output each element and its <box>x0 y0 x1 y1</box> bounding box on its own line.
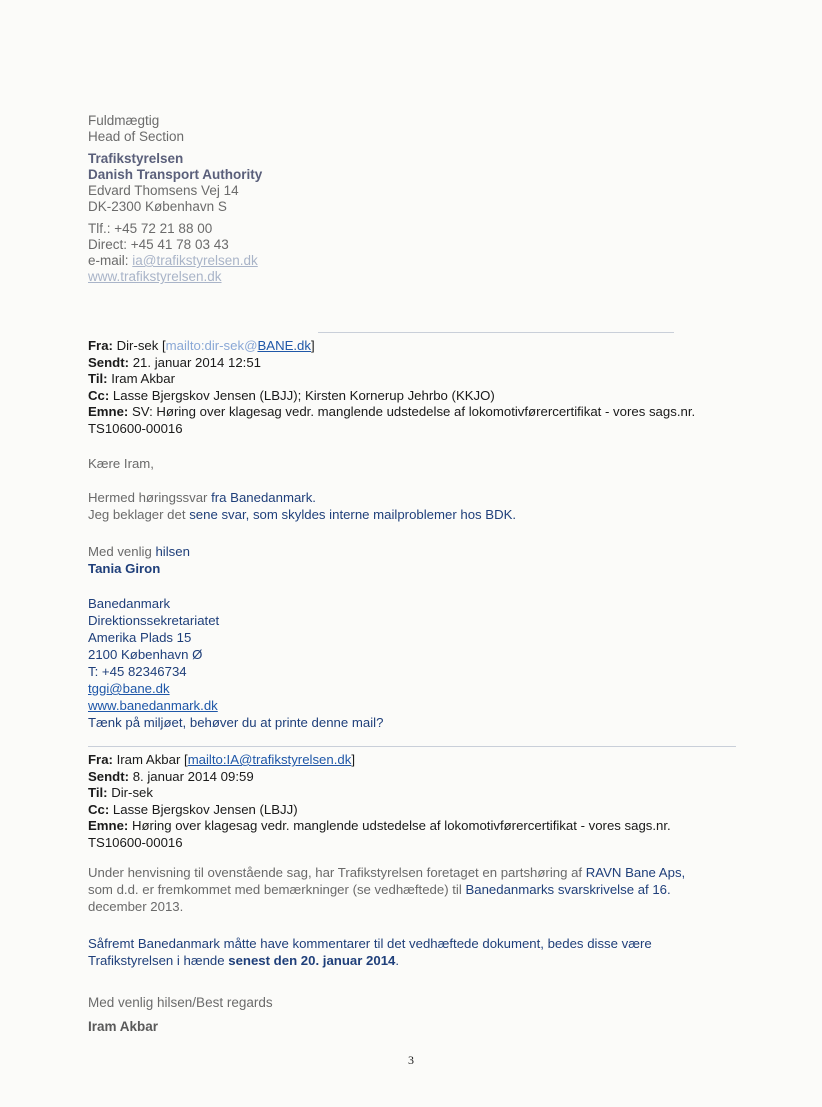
email1-phone: T: +45 82346734 <box>88 664 187 679</box>
email1-body-line1-b: fra Banedanmark. <box>211 490 316 505</box>
email1-cc-row <box>88 388 695 405</box>
email1-from-row <box>88 338 695 355</box>
separator-line <box>318 332 674 333</box>
email2-cc-label: Cc: <box>88 801 110 817</box>
email2-para2-line2-b: senest den 20. januar 2014 <box>228 953 396 968</box>
email1-greeting: Kære Iram, <box>88 456 154 471</box>
email2-subject-value: Høring over klagesag vedr. manglende udstedelse af lokomotivførercertifikat - vores sags.nr. <box>128 818 671 833</box>
signature-website-link[interactable]: www.trafikstyrelsen.dk <box>88 269 222 284</box>
signature-org-en: Danish Transport Authority <box>88 167 263 182</box>
email2-para2-line2-c: . <box>395 953 400 968</box>
email1-body-line1-a: Hermed høringssvar <box>88 490 212 505</box>
separator-line <box>88 746 736 747</box>
email2-to-label: Til: <box>88 785 108 800</box>
email1-to-label: Til: <box>88 371 108 386</box>
email2-to-value: Dir-sek <box>107 785 153 800</box>
email1-sender-name: Tania Giron <box>88 561 161 576</box>
signature-title-da: Fuldmægtig <box>88 113 160 128</box>
email2-para2-line1: Såfremt Banedanmark måtte have kommentarer til det vedhæftede dokument, bedes disse være <box>88 936 652 951</box>
email2-para1-line2-b: Banedanmarks svarskrivelse af 16. <box>465 882 671 897</box>
email2-paragraph2 <box>88 935 652 969</box>
signature-phone: Tlf.: +45 72 21 88 00 <box>88 221 213 236</box>
email1-sent-label: Sendt: <box>88 354 130 370</box>
email2-to-row <box>88 785 671 802</box>
email2-para2-line2 <box>88 952 652 969</box>
email1-body-line1 <box>88 489 516 506</box>
email1-cc-value: Lasse Bjergskov Jensen (LBJJ); Kirsten Kornerup Jehrbo (KKJO) <box>109 387 495 403</box>
email1-from-close: ] <box>311 338 315 353</box>
email2-from-row <box>88 752 671 769</box>
email2-sent-label: Sendt: <box>88 768 130 784</box>
email1-subject-row <box>88 404 695 421</box>
email1-signature <box>88 595 383 731</box>
signature-city: DK-2300 København S <box>88 199 227 214</box>
email1-sent-row <box>88 355 695 372</box>
email2-cc-value: Lasse Bjergskov Jensen (LBJJ) <box>109 801 298 817</box>
email1-to-row <box>88 371 695 388</box>
signature-email-row <box>88 253 262 269</box>
email2-para2-line2-a: Trafikstyrelsen i hænde <box>88 953 229 968</box>
email1-closing-a: Med venlig <box>88 544 156 559</box>
email1-subject-value: SV: Høring over klagesag vedr. manglende udstedelse af lokomotivførercertifikat - vores sags.nr. <box>128 404 696 419</box>
email1-company: Banedanmark <box>88 596 171 611</box>
email2-header <box>88 752 671 851</box>
email1-from-label: Fra: <box>88 338 113 353</box>
email2-from-label: Fra: <box>88 752 113 767</box>
email1-email-link[interactable]: tggi@bane.dk <box>88 681 170 696</box>
email2-from-close: ] <box>351 752 355 767</box>
email2-sender-name: Iram Akbar <box>88 1019 159 1034</box>
email1-from-mailto[interactable]: mailto:dir-sek@ <box>165 338 258 353</box>
email1-header <box>88 338 695 437</box>
email1-from-domain[interactable]: BANE.dk <box>257 338 311 353</box>
signature-org-da: Trafikstyrelsen <box>88 151 184 166</box>
email2-para1-line1 <box>88 864 685 881</box>
email2-sent-value: 8. januar 2014 09:59 <box>129 768 254 784</box>
page-number: 3 <box>408 1053 414 1067</box>
email1-subject-label: Emne: <box>88 404 129 419</box>
email2-from-mailto[interactable]: mailto:IA@trafikstyrelsen.dk <box>187 752 352 767</box>
signature-direct: Direct: +45 41 78 03 43 <box>88 237 229 252</box>
email1-eco-note: Tænk på miljøet, behøver du at printe denne mail? <box>88 715 384 730</box>
email1-to-value: Iram Akbar <box>107 371 175 386</box>
email2-closing: Med venlig hilsen/Best regards <box>88 995 273 1010</box>
email1-body-line2 <box>88 506 516 523</box>
email2-paragraph1 <box>88 864 685 915</box>
email2-from-name: Iram Akbar [ <box>112 752 188 767</box>
email1-body-line2-a: Jeg beklager det <box>88 507 190 522</box>
signature-email-label: e-mail: <box>88 253 133 268</box>
email1-address: Amerika Plads 15 <box>88 630 192 645</box>
email2-para1-line3: december 2013. <box>88 899 184 914</box>
email2-sent-row <box>88 769 671 786</box>
email1-website-link[interactable]: www.banedanmark.dk <box>88 698 218 713</box>
email1-department: Direktionssekretariatet <box>88 613 220 628</box>
signature-title-en: Head of Section <box>88 129 185 144</box>
email2-subject-row <box>88 818 671 835</box>
email2-para1-line1-a: Under henvisning til ovenstående sag, har Trafikstyrelsen foretaget en partshøring af <box>88 865 586 880</box>
email1-closing-b: hilsen <box>155 544 190 559</box>
email2-para1-line2-a: som d.d. er fremkommet med bemærkninger (se vedhæftede) til <box>88 882 466 897</box>
email2-subject-value-cont: TS10600-00016 <box>88 834 183 850</box>
email2-cc-row <box>88 802 671 819</box>
signature-street: Edvard Thomsens Vej 14 <box>88 183 239 198</box>
signature-email-link[interactable]: ia@trafikstyrelsen.dk <box>132 253 258 268</box>
email1-closing <box>88 543 190 560</box>
email1-from-name: Dir-sek [ <box>112 338 166 353</box>
email1-cc-label: Cc: <box>88 387 110 403</box>
email1-sent-value: 21. januar 2014 12:51 <box>129 354 262 370</box>
email2-para1-line1-b: RAVN Bane Aps, <box>585 865 686 880</box>
email1-body <box>88 489 516 523</box>
email2-subject-label: Emne: <box>88 818 129 833</box>
signature-block <box>88 113 262 285</box>
email1-body-line2-b: sene svar, som skyldes interne mailproblemer hos BDK. <box>189 507 517 522</box>
email1-subject-value-cont: TS10600-00016 <box>88 420 183 436</box>
email2-para1-line2 <box>88 881 685 898</box>
email1-city: 2100 København Ø <box>88 647 203 662</box>
